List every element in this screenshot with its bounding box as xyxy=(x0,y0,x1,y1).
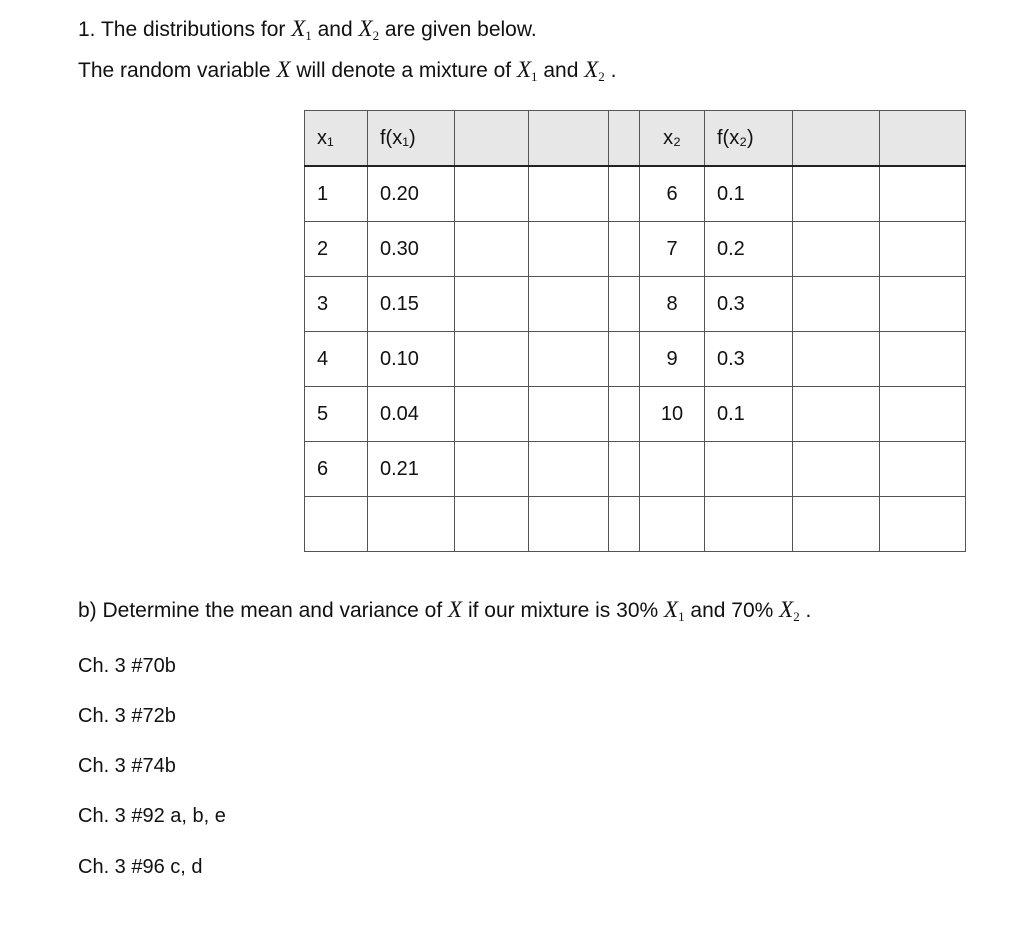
table-cell: 7 xyxy=(640,222,705,277)
distribution-table-body xyxy=(305,111,966,552)
table-cell xyxy=(529,222,609,277)
table-cell: 8 xyxy=(640,277,705,332)
table-cell xyxy=(880,277,966,332)
part-b-suffix: . xyxy=(799,599,812,622)
table-cell xyxy=(793,387,880,442)
table-cell xyxy=(529,442,609,497)
table-row xyxy=(305,497,966,552)
table-cell xyxy=(640,442,705,497)
table-cell: 0.15 xyxy=(368,277,455,332)
table-row xyxy=(305,332,966,387)
variable-x: X xyxy=(448,597,463,622)
table-header-cell xyxy=(529,111,609,167)
table-cell xyxy=(455,332,529,387)
table-header-row xyxy=(305,111,966,167)
question-line-2-prefix: The random variable xyxy=(78,59,277,82)
table-header-cell xyxy=(793,111,880,167)
table-cell xyxy=(609,442,640,497)
table-cell: 0.30 xyxy=(368,222,455,277)
table-cell: 0.1 xyxy=(705,166,793,222)
table-cell xyxy=(880,497,966,552)
variable-x2: $X_2$ xyxy=(779,597,800,624)
table-cell: 9 xyxy=(640,332,705,387)
table-cell: 0.2 xyxy=(705,222,793,277)
part-b-mid: if our mixture is 30% xyxy=(462,599,665,622)
table-cell xyxy=(529,277,609,332)
table-row xyxy=(305,166,966,222)
question-line-1-and: and xyxy=(311,18,359,41)
reference-item: Ch. 3 #70b xyxy=(78,655,176,677)
table-cell xyxy=(705,442,793,497)
table-row xyxy=(305,277,966,332)
table-cell xyxy=(880,332,966,387)
table-header-cell: f(x₁) xyxy=(368,111,455,167)
variable-x: X xyxy=(276,57,291,82)
question-line-1-suffix: are given below. xyxy=(379,18,537,41)
variable-x1: $X_1$ xyxy=(664,597,685,624)
table-cell xyxy=(529,332,609,387)
variable-x2: $X_2$ xyxy=(584,57,605,84)
distribution-table xyxy=(304,110,966,552)
table-cell: 1 xyxy=(305,166,368,222)
reference-item: Ch. 3 #72b xyxy=(78,705,176,727)
table-cell xyxy=(529,387,609,442)
table-cell: 0.10 xyxy=(368,332,455,387)
table-cell xyxy=(455,387,529,442)
table-cell: 6 xyxy=(640,166,705,222)
table-cell xyxy=(455,277,529,332)
reference-item: Ch. 3 #92 a, b, e xyxy=(78,805,226,827)
reference-item: Ch. 3 #74b xyxy=(78,755,176,777)
part-b-question xyxy=(78,597,811,630)
table-cell xyxy=(793,442,880,497)
part-b-prefix: b) Determine the mean and variance of xyxy=(78,599,449,622)
table-header-cell xyxy=(609,111,640,167)
table-cell xyxy=(609,277,640,332)
table-cell xyxy=(705,497,793,552)
table-cell xyxy=(793,497,880,552)
question-line-2-suffix: . xyxy=(604,59,617,82)
table-row xyxy=(305,442,966,497)
table-cell: 0.3 xyxy=(705,332,793,387)
table-cell: 0.21 xyxy=(368,442,455,497)
table-cell xyxy=(455,497,529,552)
table-cell xyxy=(455,166,529,222)
table-cell: 6 xyxy=(305,442,368,497)
table-cell: 0.1 xyxy=(705,387,793,442)
table-header-cell: x₁ xyxy=(305,111,368,167)
table-row xyxy=(305,222,966,277)
table-cell: 0.04 xyxy=(368,387,455,442)
question-line-1-prefix: 1. The distributions for xyxy=(78,18,292,41)
reference-item: Ch. 3 #96 c, d xyxy=(78,856,203,878)
table-cell xyxy=(368,497,455,552)
variable-x2: $X_2$ xyxy=(358,16,380,43)
table-cell xyxy=(609,497,640,552)
table-cell xyxy=(455,222,529,277)
table-cell: 2 xyxy=(305,222,368,277)
table-row xyxy=(305,387,966,442)
question-line-2-mid: will denote a mixture of xyxy=(290,59,517,82)
table-cell xyxy=(529,497,609,552)
table-cell: 0.20 xyxy=(368,166,455,222)
table-cell xyxy=(455,442,529,497)
table-cell xyxy=(609,332,640,387)
question-line-1 xyxy=(78,16,537,49)
table-cell xyxy=(880,442,966,497)
question-line-2-and: and xyxy=(537,59,585,82)
table-cell xyxy=(880,387,966,442)
variable-x1: $X_1$ xyxy=(291,16,312,43)
variable-x1: $X_1$ xyxy=(516,57,538,84)
table-cell xyxy=(793,277,880,332)
table-cell xyxy=(793,332,880,387)
question-line-2 xyxy=(78,57,616,90)
table-header-cell: f(x₂) xyxy=(705,111,793,167)
table-cell: 0.3 xyxy=(705,277,793,332)
table-cell xyxy=(880,166,966,222)
table-cell xyxy=(305,497,368,552)
table-cell: 4 xyxy=(305,332,368,387)
table-header-cell: x₂ xyxy=(640,111,705,167)
table-cell: 3 xyxy=(305,277,368,332)
table-cell xyxy=(793,222,880,277)
table-cell xyxy=(529,166,609,222)
table-cell: 5 xyxy=(305,387,368,442)
table-cell xyxy=(793,166,880,222)
table-cell xyxy=(609,166,640,222)
table-cell xyxy=(880,222,966,277)
table-header-cell xyxy=(880,111,966,167)
table-cell: 10 xyxy=(640,387,705,442)
table-cell xyxy=(609,387,640,442)
table-cell xyxy=(609,222,640,277)
table-cell xyxy=(640,497,705,552)
table-header-cell xyxy=(455,111,529,167)
part-b-and: and 70% xyxy=(684,599,780,622)
